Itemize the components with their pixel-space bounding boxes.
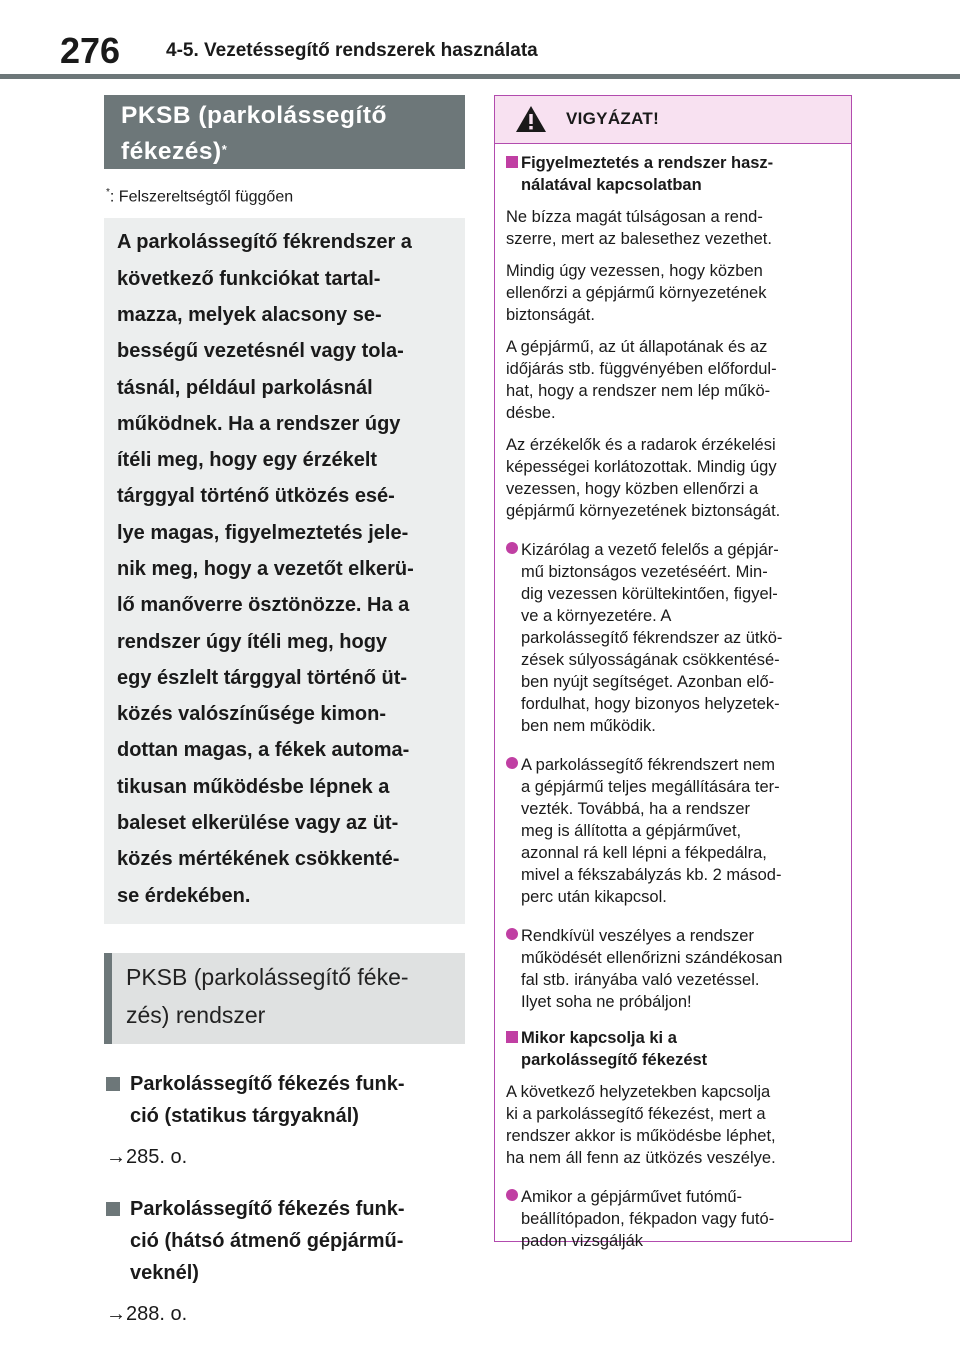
text-line: gépjármű környezetének biztonságát. (506, 502, 781, 520)
caution-header (495, 96, 851, 144)
text-line: ha nem áll fenn az ütközés veszélye. (506, 1149, 776, 1167)
heading-line: parkolássegítő fékezést (521, 1051, 708, 1069)
text-line: mű biztonságos vezetéséért. Min- (521, 563, 768, 581)
subsection-title-box (104, 953, 465, 1044)
text-line: Ilyet soha ne próbáljon! (521, 993, 692, 1011)
text-line: Kizárólag a vezető felelős a gépjár- (521, 541, 779, 559)
summary-line: nik meg, hogy a vezetőt elkerü- (117, 558, 414, 580)
footnote-text: : Felszereltségtől függően (109, 188, 294, 206)
footnote (104, 187, 465, 206)
page-reference-link[interactable]: →288. o. (106, 1302, 188, 1325)
square-bullet-icon (106, 1202, 120, 1216)
caution-bullet (506, 539, 839, 737)
header-rule (0, 74, 960, 79)
title-line-1: PKSB (parkolássegítő (121, 102, 387, 129)
summary-line: se érdekében. (117, 884, 251, 907)
left-column (104, 95, 465, 1326)
text-line: vezessen, hogy közben ellenőrzi a (506, 480, 759, 498)
caution-paragraph (506, 1081, 839, 1169)
heading-line: nálatával kapcsolatban (521, 176, 702, 194)
text-line: ben nem működik. (521, 717, 656, 735)
caution-heading (506, 152, 839, 196)
summary-line: közés mértékének csökkenté- (117, 848, 400, 871)
caution-bullet (506, 925, 839, 1013)
text-line: meg is állította a gépjárművet, (521, 822, 742, 840)
caution-title: VIGYÁZAT! (566, 109, 660, 128)
text-line: A parkolássegítő fékrendszert nem (521, 756, 776, 774)
summary-line: bességű vezetésnél vagy tola- (117, 340, 404, 363)
caution-paragraph (506, 336, 839, 424)
text-line: fal stb. irányába való vezetéssel. (521, 971, 760, 989)
title-line-2 (121, 134, 451, 170)
round-bullet-icon (506, 757, 518, 769)
caution-paragraph (506, 206, 839, 250)
caution-paragraph (506, 260, 839, 326)
text-line: A következő helyzetekben kapcsolja (506, 1083, 771, 1101)
text-line: padon vizsgálják (521, 1232, 643, 1250)
heading-line: Parkolássegítő fékezés funk- (130, 1197, 405, 1220)
text-line: dig vezessen körültekintően, figyel- (521, 585, 778, 603)
text-line: Az érzékelők és a radarok érzékelési (506, 436, 776, 454)
text-line: időjárás stb. függvényében előfordul- (506, 360, 777, 378)
summary-line: egy észlelt tárggyal történő üt- (117, 666, 408, 689)
heading-line: Figyelmeztetés a rendszer hasz- (521, 154, 774, 172)
warning-triangle-icon (515, 105, 547, 133)
text-line: ki a parkolássegítő fékezést, mert a (506, 1105, 766, 1123)
heading-line: Mikor kapcsolja ki a (521, 1029, 677, 1047)
summary-line: lye magas, figyelmeztetés jele- (117, 521, 409, 544)
text-line: A gépjármű, az út állapotának és az (506, 338, 768, 356)
summary-line: tásnál, például parkolásnál (117, 376, 373, 399)
square-bullet-icon (506, 1031, 518, 1043)
text-line: fordulhat, hogy bizonyos helyzetek- (521, 695, 780, 713)
title-line-2-text: fékezés) (121, 138, 222, 165)
caution-paragraph (506, 434, 839, 522)
text-line: hat, hogy a rendszer nem lép műkö- (506, 382, 771, 400)
summary-line: dottan magas, a fékek automa- (117, 739, 410, 762)
text-line: szerre, mert az balesethez vezethet. (506, 230, 772, 248)
text-line: désbe. (506, 404, 556, 422)
summary-line: lő manőverre ösztönözze. Ha a (117, 594, 410, 617)
caution-heading (506, 1027, 839, 1071)
caution-body (495, 144, 851, 1252)
section-title-box (104, 95, 465, 169)
summary-line: tikusan működésbe lépnek a (117, 775, 390, 798)
summary-line: közés valószínűsége kimon- (117, 703, 386, 726)
summary-line: működnek. Ha a rendszer úgy (117, 412, 401, 435)
square-bullet-icon (506, 156, 518, 168)
text-line: parkolássegítő fékrendszer az ütkö- (521, 629, 783, 647)
text-line: zések súlyosságának csökkentésé- (521, 651, 780, 669)
round-bullet-icon (506, 542, 518, 554)
subsection-title-line: PKSB (parkolássegítő féke- (126, 963, 409, 990)
square-bullet-icon (106, 1077, 120, 1091)
function-heading-rear (104, 1193, 465, 1289)
round-bullet-icon (506, 1189, 518, 1201)
text-line: ben nyújt segítséget. Azonban elő- (521, 673, 775, 691)
summary-line: rendszer úgy ítéli meg, hogy (117, 630, 388, 653)
title-footnote-mark: * (221, 142, 228, 157)
text-line: ellenőrzi a gépjármű környezetének (506, 284, 767, 302)
text-line: a gépjármű teljes megállítására ter- (521, 778, 780, 796)
heading-line: ció (hátsó átmenő gépjármű- (130, 1229, 404, 1252)
summary-line: következő funkciókat tartal- (117, 267, 381, 290)
text-line: Rendkívül veszélyes a rendszer (521, 927, 754, 945)
summary-line: mazza, melyek alacsony se- (117, 303, 382, 326)
text-line: azonnal rá kell lépni a fékpedálra, (521, 844, 767, 862)
page-reference-link[interactable]: →285. o. (106, 1145, 188, 1168)
text-line: beállítópadon, fékpadon vagy futó- (521, 1210, 775, 1228)
text-line: mivel a fékszabályzás kb. 2 másod- (521, 866, 782, 884)
text-line: Ne bízza magát túlságosan a rend- (506, 208, 763, 226)
heading-line: Parkolássegítő fékezés funk- (130, 1072, 405, 1095)
round-bullet-icon (506, 928, 518, 940)
function-heading-static (104, 1068, 465, 1132)
text-line: biztonságát. (506, 306, 595, 324)
summary-line: tárggyal történő ütközés esé- (117, 485, 395, 508)
summary-line: ítéli meg, hogy egy érzékelt (117, 449, 378, 472)
text-line: rendszer akkor is működésbe léphet, (506, 1127, 776, 1145)
heading-line: veknél) (130, 1261, 199, 1284)
page-number: 276 (60, 30, 121, 71)
caution-bullet (506, 1186, 839, 1252)
text-line: perc után kikapcsol. (521, 888, 667, 906)
heading-line: ció (statikus tárgyaknál) (130, 1104, 359, 1127)
caution-box (494, 95, 852, 1250)
subsection-title-line: zés) rendszer (126, 1001, 266, 1028)
text-line: képességei korlátozottak. Mindig úgy (506, 458, 777, 476)
summary-line: baleset elkerülése vagy az üt- (117, 812, 399, 835)
text-line: ve a környezetére. A (521, 607, 672, 625)
summary-line: A parkolássegítő fékrendszer a (117, 231, 412, 254)
text-line: Mindig úgy vezessen, hogy közben (506, 262, 763, 280)
text-line: Amikor a gépjárművet futómű- (521, 1188, 743, 1206)
chapter-title: 4-5. Vezetéssegítő rendszerek használata (166, 40, 538, 61)
footnote-mark: * (106, 187, 110, 198)
caution-bullet (506, 754, 839, 908)
text-line: működését ellenőrizni szándékosan (521, 949, 783, 967)
summary-box (104, 218, 465, 924)
text-line: vezték. Továbbá, ha a rendszer (521, 800, 751, 818)
